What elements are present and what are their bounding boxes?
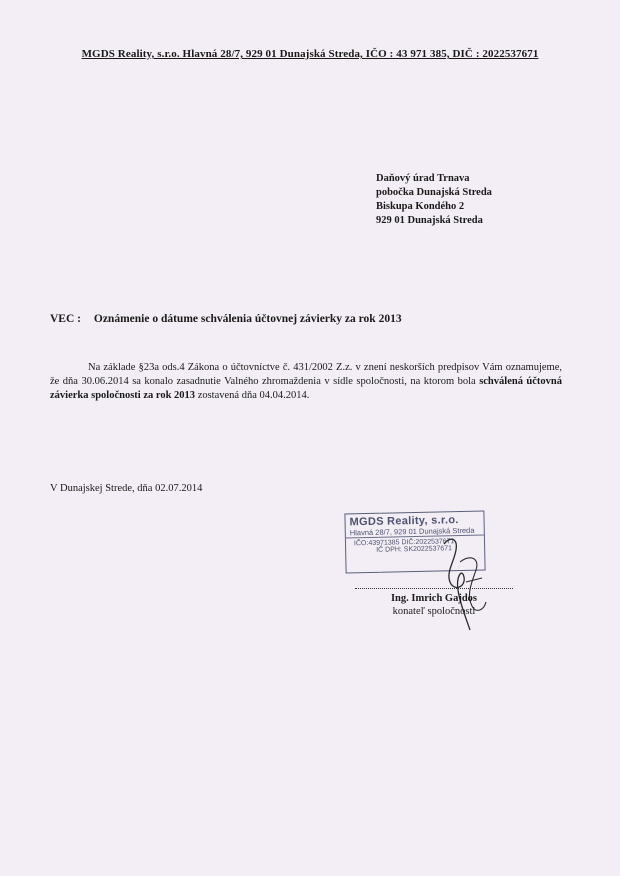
letter-body	[50, 361, 562, 403]
stamp-company-name: MGDS Reality, s.r.o.	[349, 514, 459, 529]
signer-role: konateľ spoločnosti	[392, 606, 476, 617]
signer-block	[355, 592, 513, 618]
recipient-line-2: pobočka Dunajská Streda	[376, 187, 492, 198]
subject-line	[50, 313, 402, 325]
recipient-line-3: Biskupa Kondého 2	[376, 201, 465, 212]
body-bold-part: schválená účtovná závierka spoločnosti za rok 2013	[50, 376, 563, 401]
recipient-line-1: Daňový úrad Trnava	[376, 173, 470, 184]
company-header: MGDS Reality, s.r.o. Hlavná 28/7, 929 01 Dunajská Streda, IČO : 43 971 385, DIČ : 2022537671	[81, 48, 539, 60]
stamp-vat-id: IČ DPH: SK2022537671	[376, 545, 453, 554]
subject-prefix: VEC :	[50, 313, 81, 325]
signature-dotted-line	[355, 588, 513, 589]
recipient-address	[376, 172, 492, 228]
stamp-address: Hlavná 28/7, 929 01 Dunajská Streda	[346, 526, 484, 539]
body-part-1: Na základe §23a ods.4 Zákona o účtovníctve č. 431/2002 Z.z. v znení neskorších predpisov Vám oznamujeme, že dňa 30.06.2014 sa konalo zasadnutie Valného zhromaždenia v sídle spoločnosti, na ktorom bola	[50, 362, 562, 387]
place-and-date: V Dunajskej Strede, dňa 02.07.2014	[50, 483, 203, 494]
recipient-line-4: 929 01 Dunajská Streda	[376, 215, 483, 226]
stamp-ids: IČO:43971385 DIČ:2022537671	[353, 538, 455, 548]
subject-text: Oznámenie o dátume schválenia účtovnej závierky za rok 2013	[93, 313, 402, 325]
body-part-3: zostavená dňa 04.04.2014.	[197, 390, 310, 401]
signer-name: Ing. Imrich Gajdos	[390, 593, 478, 604]
